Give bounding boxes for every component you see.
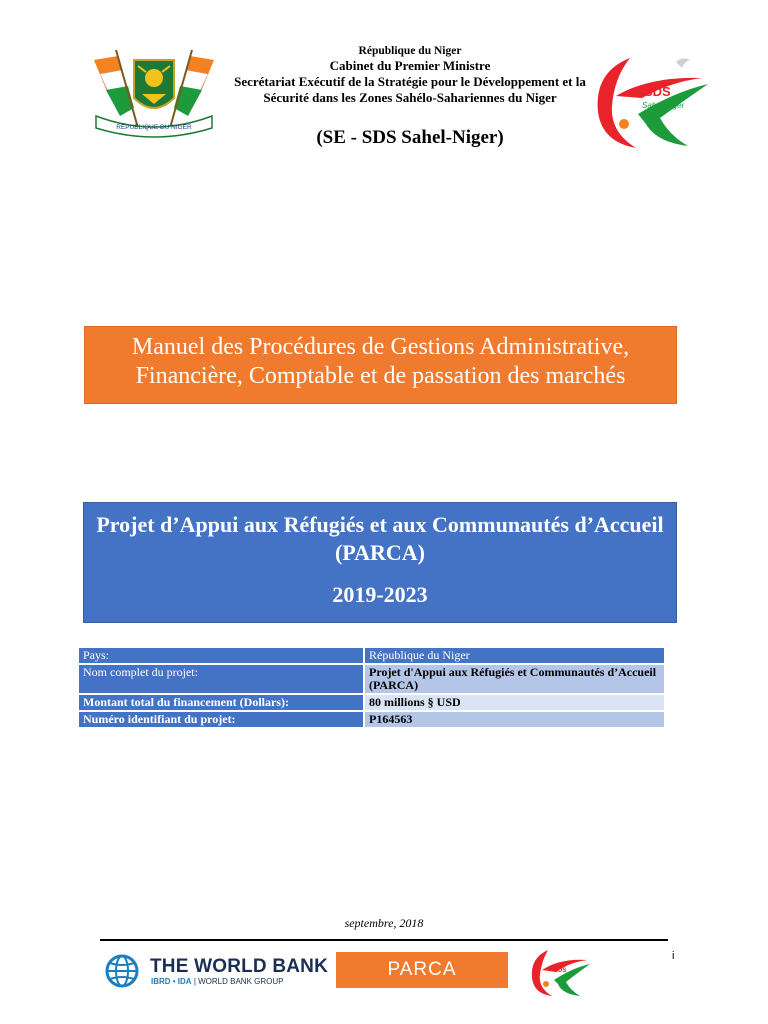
table-value-project-id: P164563 (365, 712, 664, 727)
table-label-project-id: Numéro identifiant du projet: (79, 712, 365, 727)
world-bank-ibrd-ida: IBRD • IDA (151, 977, 192, 986)
sds-logo-letters: SDS (644, 84, 671, 99)
parca-badge: PARCA (336, 952, 508, 988)
table-label-full-name: Nom complet du projet: (79, 665, 365, 693)
footer-divider (100, 939, 668, 941)
world-bank-globe-icon (100, 954, 144, 988)
world-bank-name: THE WORLD BANK (150, 956, 329, 977)
header-cabinet: Cabinet du Premier Ministre (329, 58, 491, 73)
header-republic: République du Niger (358, 45, 462, 57)
sds-small-logo (528, 946, 592, 998)
table-row (79, 695, 664, 710)
project-title: Projet d’Appui aux Réfugiés et aux Communautés d’Accueil (PARCA) (96, 512, 664, 565)
table-label-amount: Montant total du financement (Dollars): (79, 695, 365, 710)
sds-logo-subtext: Sahel-Niger (642, 101, 685, 110)
manual-title-text: Manuel des Procédures de Gestions Administrative, Financière, Comptable et de passation des marchés (131, 334, 630, 389)
table-row (79, 712, 664, 727)
table-value-amount: 80 millions § USD (365, 695, 664, 710)
niger-coat-of-arms-logo (86, 42, 222, 142)
table-label-country: Pays: (79, 648, 365, 663)
header-abbreviation: (SE - SDS Sahel-Niger) (316, 127, 504, 148)
sds-small-letters: SDS (554, 968, 567, 974)
table-row (79, 665, 664, 693)
header-secretariat: Secrétariat Exécutif de la Stratégie pour le Développement et la Sécurité dans les Zones Sahélo-Sahariennes du Niger (234, 74, 586, 105)
document-date: septembre, 2018 (344, 916, 424, 930)
world-bank-subtitle (151, 977, 283, 986)
world-bank-divider: | (193, 977, 199, 986)
project-banner (83, 502, 677, 623)
table-row (79, 648, 664, 663)
coat-of-arms-ribbon-text: RÉPUBLIQUE DU NIGER (116, 124, 192, 131)
world-bank-group: WORLD BANK GROUP (198, 977, 284, 986)
manual-title-banner (84, 326, 677, 404)
page-number: i (672, 950, 675, 962)
table-value-full-name: Projet d'Appui aux Réfugiés et Communautés d’Accueil (PARCA) (365, 665, 664, 693)
table-value-country: République du Niger (365, 648, 664, 663)
project-info-table (79, 646, 664, 729)
project-years: 2019-2023 (332, 582, 428, 607)
sds-sahel-niger-logo (590, 52, 712, 152)
